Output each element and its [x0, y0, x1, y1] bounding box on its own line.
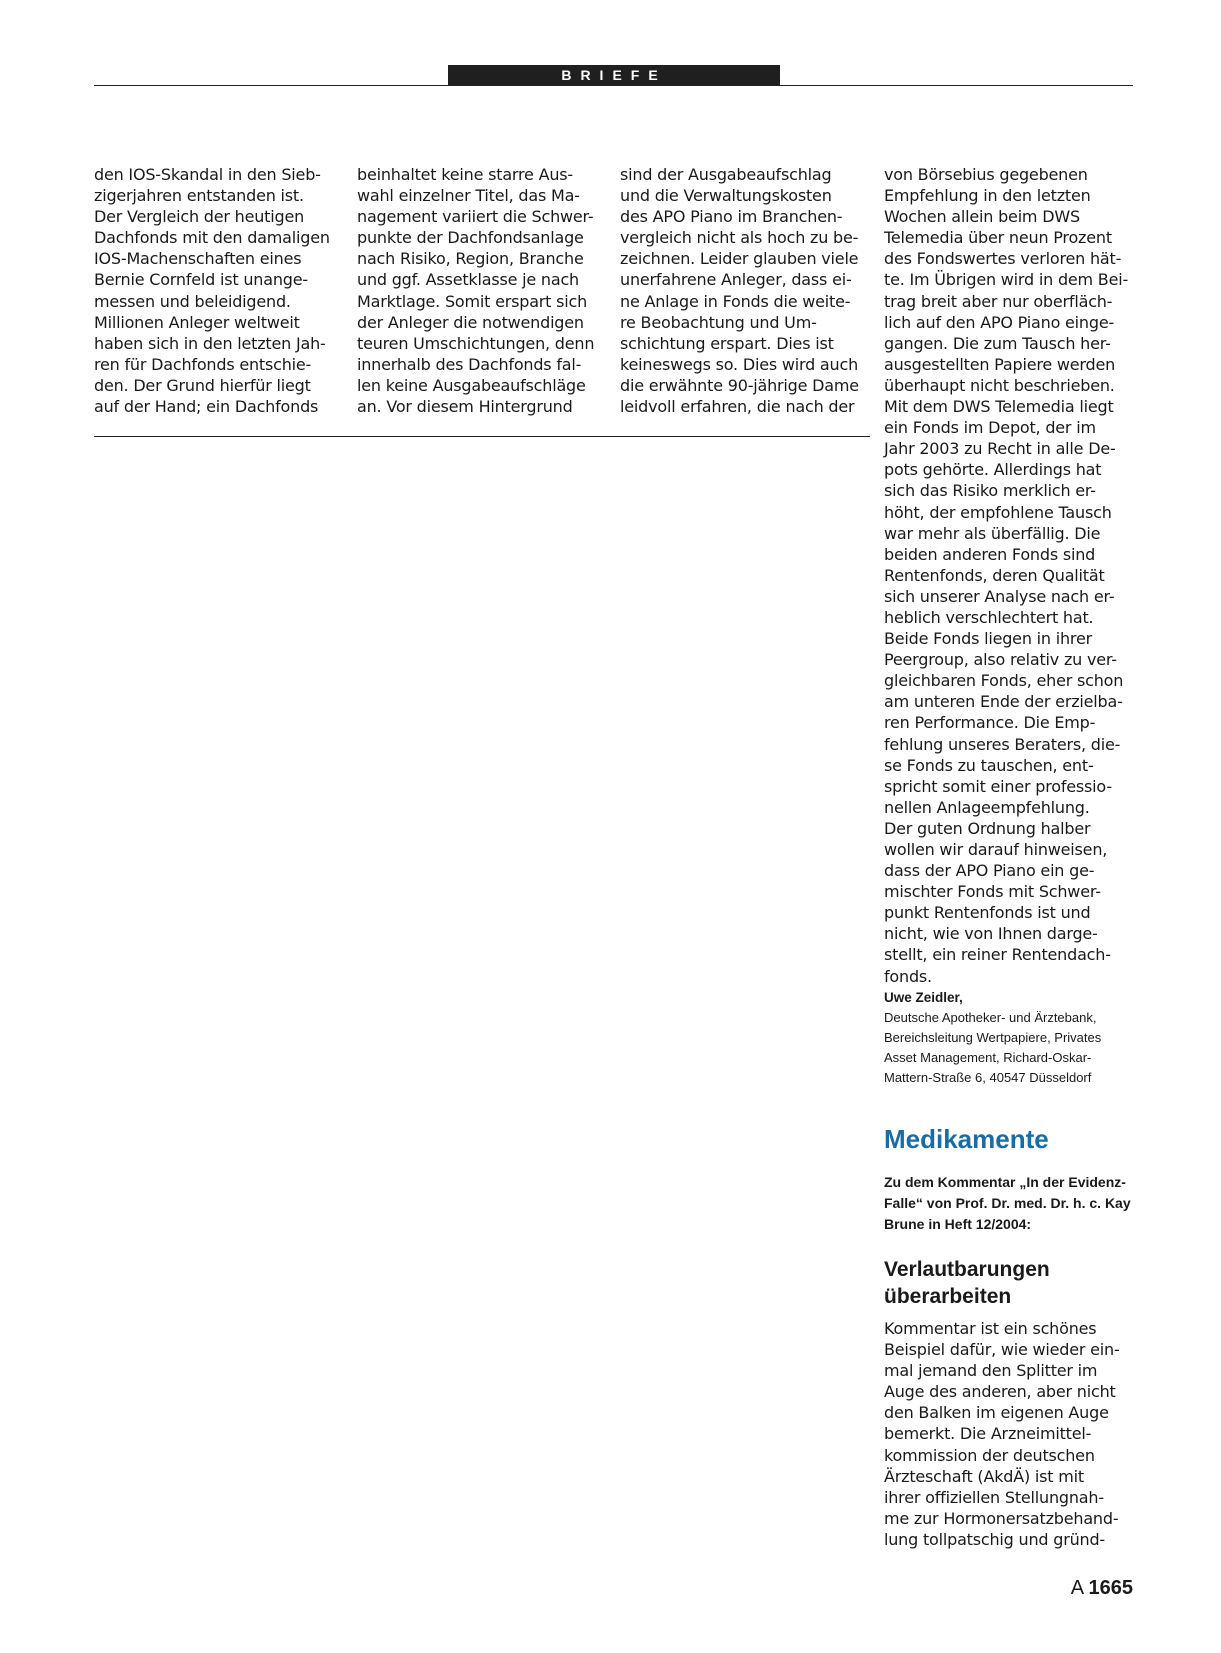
text-line: Der guten Ordnung halber	[884, 818, 1091, 838]
page-prefix: A	[1070, 1577, 1083, 1599]
text-line: und ggf. Assetklasse je nach	[357, 270, 579, 290]
text-line: lung tollpatschig und gründ-	[884, 1529, 1105, 1549]
section-banner: BRIEFE	[448, 65, 780, 85]
text-line: ren Performance. Die Emp-	[884, 713, 1096, 733]
text-line: Asset Management, Richard-Oskar-	[884, 1050, 1092, 1065]
text-line: überarbeiten	[884, 1285, 1012, 1308]
text-line: ren für Dachfonds entschie-	[94, 354, 312, 374]
text-line: war mehr als überfällig. Die	[884, 523, 1101, 543]
text-line: den IOS-Skandal in den Sieb-	[94, 165, 321, 184]
text-line: Rentenfonds, deren Qualität	[884, 565, 1105, 585]
text-line: len keine Ausgabeaufschläge	[357, 375, 586, 395]
text-column-4	[884, 164, 1134, 987]
text-line: Auge des anderen, aber nicht	[884, 1382, 1116, 1402]
header-rule	[94, 85, 1133, 86]
text-line: se Fonds zu tauschen, ent-	[884, 755, 1094, 775]
text-line: Millionen Anleger weltweit	[94, 312, 300, 332]
text-line: Bernie Cornfeld ist unange-	[94, 270, 308, 290]
text-column-5	[884, 1318, 1134, 1550]
text-line: leidvoll erfahren, die nach der	[620, 397, 855, 417]
text-line: schichtung erspart. Dies ist	[620, 333, 834, 353]
text-line: des APO Piano im Branchen-	[620, 207, 843, 227]
text-line: fonds.	[884, 966, 932, 986]
text-line: des Fondswertes verloren hät-	[884, 249, 1122, 269]
text-line: Mattern-Straße 6, 40547 Düsseldorf	[884, 1070, 1092, 1085]
text-line: dass der APO Piano ein ge-	[884, 861, 1095, 881]
text-line: nellen Anlageempfehlung.	[884, 797, 1090, 817]
page-number	[1040, 1577, 1133, 1600]
text-line: Beispiel dafür, wie wieder ein-	[884, 1340, 1120, 1360]
text-line: der Anleger die notwendigen	[357, 312, 584, 332]
text-line: höht, der empfohlene Tausch	[884, 502, 1112, 522]
text-line: sich unserer Analyse nach er-	[884, 586, 1115, 606]
text-line: trag breit aber nur oberfläch-	[884, 291, 1113, 311]
text-line: Bereichsleitung Wertpapiere, Privates	[884, 1030, 1102, 1045]
text-line: wahl einzelner Titel, das Ma-	[357, 186, 580, 206]
reference-note	[884, 1172, 1134, 1235]
text-line: Beide Fonds liegen in ihrer	[884, 629, 1092, 649]
text-line: keineswegs so. Dies wird auch	[620, 354, 859, 374]
text-line: pots gehörte. Allerdings hat	[884, 460, 1102, 480]
text-line: Falle“ von Prof. Dr. med. Dr. h. c. Kay	[884, 1195, 1131, 1211]
text-line: teuren Umschichtungen, denn	[357, 333, 595, 353]
text-line: Deutsche Apotheker- und Ärztebank,	[884, 1010, 1097, 1025]
text-line: ne Anlage in Fonds die weite-	[620, 291, 851, 311]
text-line: kommission der deutschen	[884, 1445, 1095, 1465]
text-line: me zur Hormonersatzbehand-	[884, 1508, 1119, 1528]
text-line: spricht somit einer professio-	[884, 776, 1112, 796]
text-line: Zu dem Kommentar „In der Evidenz-	[884, 1174, 1126, 1190]
text-line: Dachfonds mit den damaligen	[94, 228, 330, 248]
text-line: Jahr 2003 zu Recht in alle De-	[884, 439, 1116, 459]
text-line: Kommentar ist ein schönes	[884, 1319, 1097, 1338]
text-line: nagement variiert die Schwer-	[357, 207, 594, 227]
text-line: unerfahrene Anleger, dass ei-	[620, 270, 852, 290]
text-line: am unteren Ende der erzielba-	[884, 692, 1123, 712]
text-line: heblich verschlechtert hat.	[884, 607, 1094, 627]
author-address	[884, 1008, 1134, 1088]
text-line: mal jemand den Splitter im	[884, 1361, 1098, 1381]
text-line: mischter Fonds mit Schwer-	[884, 882, 1101, 902]
text-line: vergleich nicht als hoch zu be-	[620, 228, 859, 248]
text-line: stellt, ein reiner Rentendach-	[884, 945, 1111, 965]
text-line: beinhaltet keine starre Aus-	[357, 165, 573, 184]
author-name: Uwe Zeidler,	[884, 990, 963, 1005]
text-line: zigerjahren entstanden ist.	[94, 186, 304, 206]
text-line: lich auf den APO Piano einge-	[884, 312, 1115, 332]
text-line: messen und beleidigend.	[94, 291, 291, 311]
text-line: zeichnen. Leider glauben viele	[620, 249, 859, 269]
page-num: 1665	[1088, 1577, 1133, 1599]
column-divider-rule	[94, 436, 870, 437]
text-line: auf der Hand; ein Dachfonds	[94, 397, 319, 417]
text-line: punkt Rentenfonds ist und	[884, 903, 1091, 923]
section-title: Medikamente	[884, 1124, 1049, 1154]
text-line: Verlautbarungen	[884, 1258, 1050, 1281]
text-line: die erwähnte 90-jährige Dame	[620, 375, 859, 395]
text-column-2	[357, 164, 607, 417]
text-line: Telemedia über neun Prozent	[884, 228, 1112, 248]
text-line: sich das Risiko merklich er-	[884, 481, 1096, 501]
text-line: ausgestellten Papiere werden	[884, 354, 1116, 374]
text-line: punkte der Dachfondsanlage	[357, 228, 584, 248]
text-line: und die Verwaltungskosten	[620, 186, 832, 206]
text-line: Der Vergleich der heutigen	[94, 207, 305, 227]
text-line: an. Vor diesem Hintergrund	[357, 397, 573, 417]
text-line: den. Der Grund hierfür liegt	[94, 375, 311, 395]
text-line: Mit dem DWS Telemedia liegt	[884, 397, 1114, 417]
text-line: Empfehlung in den letzten	[884, 186, 1091, 206]
text-line: Peergroup, also relativ zu ver-	[884, 650, 1117, 670]
text-line: Ärzteschaft (AkdÄ) ist mit	[884, 1466, 1084, 1486]
text-line: bemerkt. Die Arzneimittel-	[884, 1424, 1092, 1444]
text-line: sind der Ausgabeaufschlag	[620, 165, 832, 184]
text-line: überhaupt nicht beschrieben.	[884, 375, 1115, 395]
text-line: ihrer offiziellen Stellungnah-	[884, 1487, 1104, 1507]
text-line: fehlung unseres Beraters, die-	[884, 734, 1121, 754]
text-column-3	[620, 164, 870, 417]
text-line: Marktlage. Somit erspart sich	[357, 291, 588, 311]
text-column-1	[94, 164, 339, 417]
text-line: nach Risiko, Region, Branche	[357, 249, 584, 269]
text-line: von Börsebius gegebenen	[884, 165, 1088, 184]
text-line: Wochen allein beim DWS	[884, 207, 1080, 227]
text-line: gleichbaren Fonds, eher schon	[884, 671, 1124, 691]
text-line: haben sich in den letzten Jah-	[94, 333, 326, 353]
text-line: beiden anderen Fonds sind	[884, 544, 1096, 564]
text-line: gangen. Die zum Tausch her-	[884, 333, 1111, 353]
text-line: wollen wir darauf hinweisen,	[884, 840, 1108, 859]
text-line: den Balken im eigenen Auge	[884, 1403, 1109, 1423]
text-line: IOS-Machenschaften eines	[94, 249, 302, 269]
text-line: innerhalb des Dachfonds fal-	[357, 354, 582, 374]
letter-headline	[884, 1256, 1134, 1310]
text-line: nicht, wie von Ihnen darge-	[884, 924, 1098, 944]
letter-signature	[884, 988, 1134, 1088]
text-line: re Beobachtung und Um-	[620, 312, 817, 332]
text-line: Brune in Heft 12/2004:	[884, 1216, 1032, 1232]
text-line: ein Fonds im Depot, der im	[884, 418, 1096, 438]
text-line: te. Im Übrigen wird in dem Bei-	[884, 270, 1129, 290]
